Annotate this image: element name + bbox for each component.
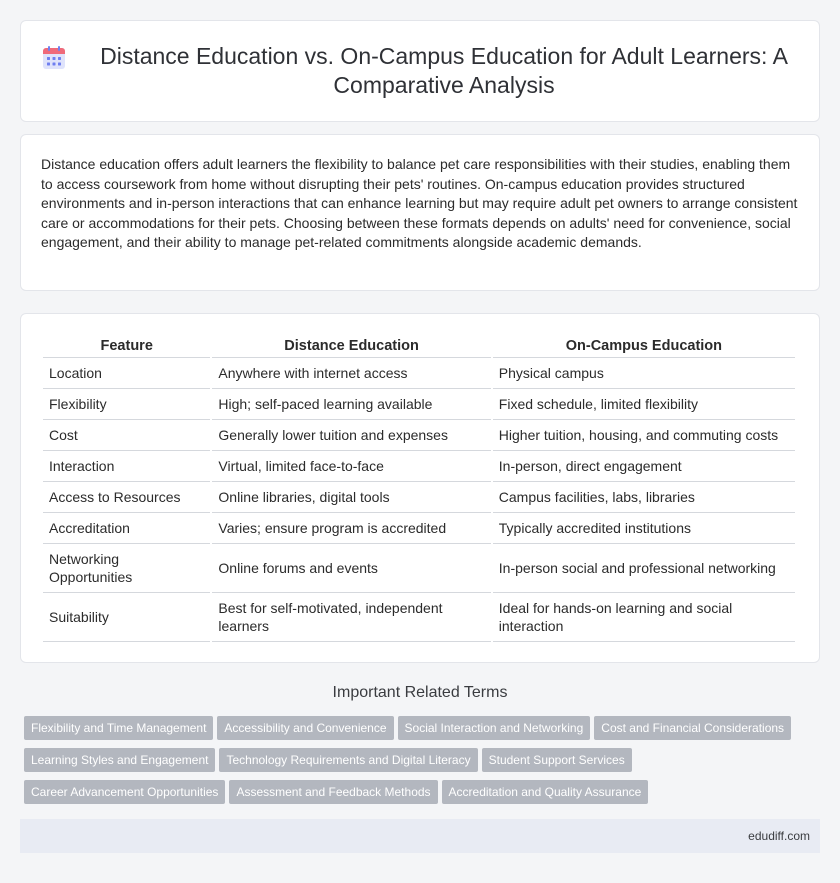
table-cell-feature: Accreditation bbox=[43, 513, 210, 544]
table-cell-feature: Suitability bbox=[43, 593, 210, 642]
table-cell-campus: Ideal for hands-on learning and social interaction bbox=[493, 593, 795, 642]
related-term-tag[interactable]: Cost and Financial Considerations bbox=[594, 716, 791, 740]
intro-paragraph: Distance education offers adult learners the flexibility to balance pet care responsibilities with their studies, enabling them to access coursework from home without disrupting their pets' routines. On-campus education provides structured environments and in-person interactions that can enhance learning but may require adult pet owners to arrange consistent care or accommodations for their pets. Choosing between these formats depends on adults' need for convenience, social engagement, and their ability to manage pet-related commitments alongside academic demands. bbox=[41, 156, 798, 251]
table-row bbox=[43, 513, 795, 544]
related-terms-tags bbox=[20, 716, 820, 812]
title-wrap bbox=[21, 42, 819, 100]
related-term-tag[interactable]: Flexibility and Time Management bbox=[24, 716, 213, 740]
footer bbox=[20, 819, 820, 853]
table-header-feature: Feature bbox=[43, 334, 210, 358]
table-cell-feature: Flexibility bbox=[43, 389, 210, 420]
table-row bbox=[43, 420, 795, 451]
title-card bbox=[20, 20, 820, 122]
table-cell-campus: Typically accredited institutions bbox=[493, 513, 795, 544]
related-term-tag[interactable]: Student Support Services bbox=[482, 748, 632, 772]
table-row bbox=[43, 593, 795, 642]
related-term-tag[interactable]: Learning Styles and Engagement bbox=[24, 748, 215, 772]
table-cell-campus: Campus facilities, labs, libraries bbox=[493, 482, 795, 513]
table-cell-distance: Varies; ensure program is accredited bbox=[212, 513, 490, 544]
table-row bbox=[43, 482, 795, 513]
table-cell-distance: Online forums and events bbox=[212, 544, 490, 593]
table-cell-distance: Anywhere with internet access bbox=[212, 358, 490, 389]
page-title: Distance Education vs. On-Campus Education for Adult Learners: A Comparative Analysis bbox=[100, 43, 788, 98]
table-cell-campus: In-person, direct engagement bbox=[493, 451, 795, 482]
table-cell-feature: Networking Opportunities bbox=[43, 544, 210, 593]
footer-site-link[interactable]: edudiff.com bbox=[748, 829, 810, 843]
comparison-table bbox=[41, 334, 797, 642]
related-term-tag[interactable]: Social Interaction and Networking bbox=[398, 716, 591, 740]
table-row bbox=[43, 389, 795, 420]
table-row bbox=[43, 451, 795, 482]
related-term-tag[interactable]: Career Advancement Opportunities bbox=[24, 780, 225, 804]
table-header-campus: On-Campus Education bbox=[493, 334, 795, 358]
table-cell-distance: High; self-paced learning available bbox=[212, 389, 490, 420]
table-cell-campus: Fixed schedule, limited flexibility bbox=[493, 389, 795, 420]
table-cell-feature: Location bbox=[43, 358, 210, 389]
related-term-tag[interactable]: Assessment and Feedback Methods bbox=[229, 780, 437, 804]
table-cell-feature: Cost bbox=[43, 420, 210, 451]
table-cell-distance: Best for self-motivated, independent learners bbox=[212, 593, 490, 642]
intro-card bbox=[20, 134, 820, 291]
table-row bbox=[43, 358, 795, 389]
table-cell-campus: In-person social and professional networking bbox=[493, 544, 795, 593]
related-term-tag[interactable]: Accessibility and Convenience bbox=[217, 716, 393, 740]
table-cell-feature: Access to Resources bbox=[43, 482, 210, 513]
related-terms-title: Important Related Terms bbox=[332, 684, 508, 701]
table-cell-distance: Online libraries, digital tools bbox=[212, 482, 490, 513]
related-term-tag[interactable]: Technology Requirements and Digital Literacy bbox=[219, 748, 477, 772]
table-cell-distance: Virtual, limited face-to-face bbox=[212, 451, 490, 482]
related-term-tag[interactable]: Accreditation and Quality Assurance bbox=[442, 780, 649, 804]
table-cell-campus: Higher tuition, housing, and commuting costs bbox=[493, 420, 795, 451]
table-header-distance: Distance Education bbox=[212, 334, 490, 358]
comparison-table-card bbox=[20, 313, 820, 663]
table-cell-campus: Physical campus bbox=[493, 358, 795, 389]
calendar-icon bbox=[41, 45, 67, 71]
table-header-row bbox=[43, 334, 795, 358]
table-row bbox=[43, 544, 795, 593]
table-cell-distance: Generally lower tuition and expenses bbox=[212, 420, 490, 451]
table-cell-feature: Interaction bbox=[43, 451, 210, 482]
